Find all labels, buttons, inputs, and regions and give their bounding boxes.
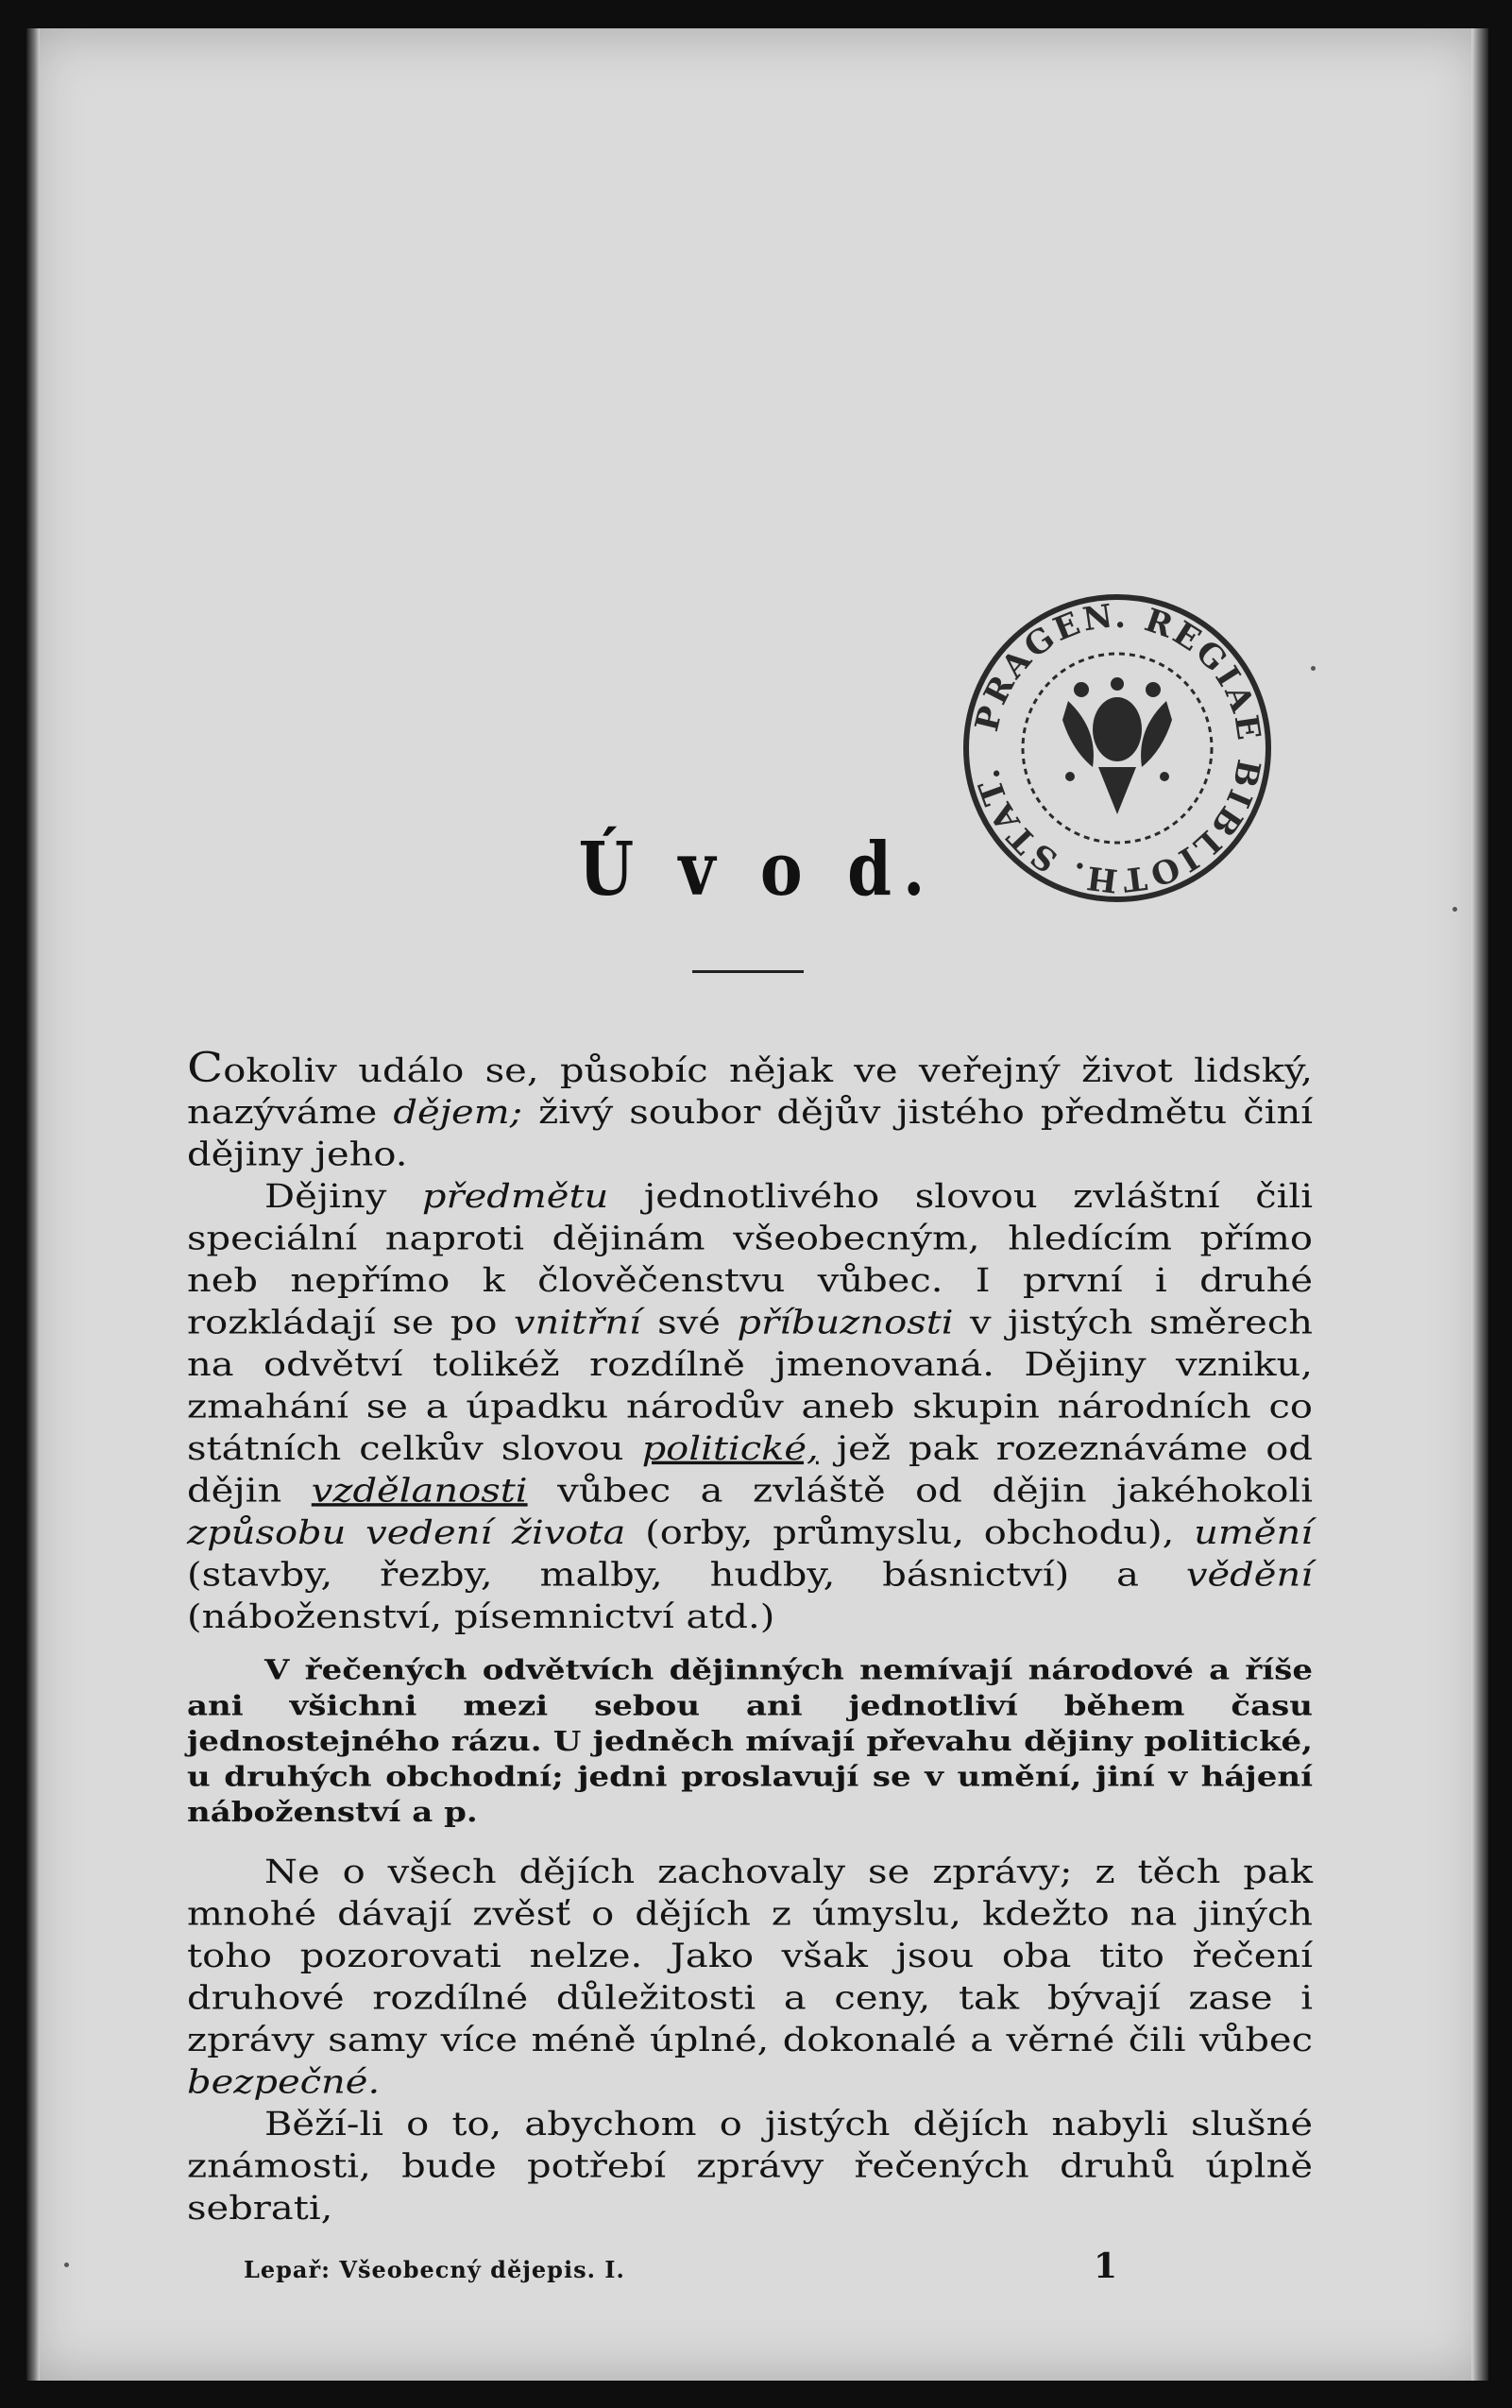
emphasis: bezpečné. bbox=[187, 2063, 381, 2102]
text-run: Ne o všech dějích zachovaly se zprávy; z těch pak mnohé dávají zvěsť o dějích z úmyslu, kdežto na jiných toho pozorovati nelze. Jako však jsou oba tito řečení druhové rozdílné důležitosti a ceny, tak bývají zase i zprávy samy více méně úplné, dokonalé a věrné čili vůbec bbox=[187, 1853, 1313, 2059]
text-run: (orby, průmyslu, obchodu), bbox=[625, 1514, 1195, 1552]
page-number: 1 bbox=[1094, 2246, 1118, 2286]
paragraph-5: Běží-li o to, abychom o jistých dějích nabyli slušné známosti, bude potřebí zprávy řečených druhů úplně sebrati, bbox=[187, 2106, 1313, 2228]
text-run: jednotlivého slovou zvláštní čili speciální naproti dějinám všeobecným, hledícím přímo neb nepřímo k člověčenstvu vůbec. I první i druhé rozkládají se po bbox=[187, 1178, 1314, 1342]
stamp-emblem-icon bbox=[1062, 677, 1172, 814]
text-run: vůbec a zvláště od dějin jakéhokoli bbox=[527, 1472, 1314, 1511]
text-run: (stavby, řezby, malby, hudby, básnictví) a bbox=[187, 1556, 1186, 1594]
paragraph-2 bbox=[187, 1176, 1313, 1638]
emphasis: vědění bbox=[1185, 1556, 1313, 1594]
emphasis: předmětu bbox=[421, 1178, 609, 1216]
paper-speck bbox=[1311, 666, 1316, 671]
paragraph-1 bbox=[187, 1044, 1314, 1176]
text-run: v jistých směrech na odvětví tolikéž rozdílně jmenovaná. Dějiny vzniku, zmahání se a úpadku národův aneb skupin národních co státních celkův slovou bbox=[187, 1304, 1313, 1468]
emphasis: dějem; bbox=[393, 1094, 523, 1132]
chapter-title: Ú v o d. bbox=[578, 827, 937, 913]
drop-cap: C bbox=[187, 1044, 224, 1092]
book-page bbox=[26, 28, 1488, 2381]
paper-speck bbox=[64, 2263, 69, 2267]
page-right-edge bbox=[1471, 28, 1488, 2381]
paragraph-3-note: V řečených odvětvích dějinných nemívají národové a říše ani všichni mezi sebou ani jednotliví během času jednostejného rázu. U jedněch mívají převahu dějiny politické, u druhých obchodní; jedni proslavují se v umění, jiní v hájení náboženství a p. bbox=[187, 1654, 1313, 1829]
title-rule bbox=[692, 970, 804, 973]
text-run: své bbox=[640, 1304, 738, 1342]
stamp-text: PRAGEN. REGIAE BIBLIOTH. STAT. bbox=[968, 597, 1268, 899]
emphasis: způsobu vedení života bbox=[187, 1514, 626, 1552]
text-run: Dějiny bbox=[264, 1178, 422, 1216]
emphasis: vnitřní bbox=[513, 1304, 641, 1342]
emphasis: příbuznosti bbox=[737, 1304, 954, 1342]
text-run: (náboženství, písemnictví atd.) bbox=[187, 1598, 775, 1636]
text-run: živý soubor dějův jistého předmětu činí dějiny jeho. bbox=[187, 1094, 1314, 1174]
emphasis: umění bbox=[1194, 1514, 1313, 1552]
page-left-edge bbox=[26, 28, 40, 2381]
text-run: jež pak rozeznáváme od dějin bbox=[187, 1430, 1313, 1511]
emphasis-underlined: politické, bbox=[641, 1430, 819, 1468]
footer-signature: Lepař: Všeobecný dějepis. I. bbox=[244, 2256, 625, 2283]
emphasis-underlined: vzdělanosti bbox=[311, 1472, 528, 1511]
paper-speck bbox=[1453, 907, 1457, 912]
body-text bbox=[187, 1044, 1314, 2229]
text-run: okoliv událo se, působíc nějak ve veřejný život lidský, nazýváme bbox=[187, 1051, 1313, 1132]
paragraph-4 bbox=[187, 1852, 1313, 2104]
